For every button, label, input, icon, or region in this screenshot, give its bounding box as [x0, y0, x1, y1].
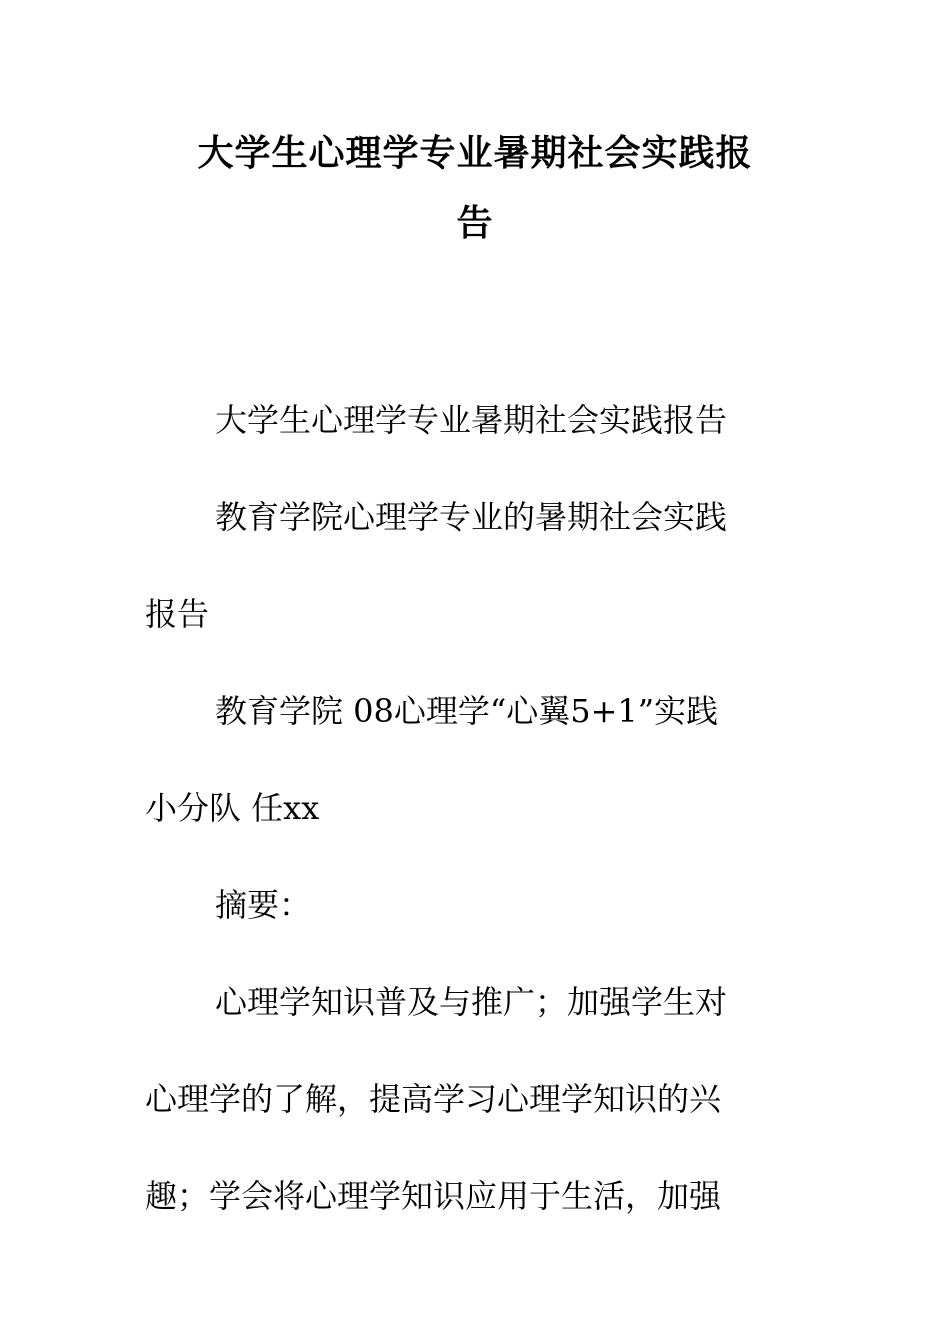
subtitle-line-1: 教育学院心理学专业的暑期社会实践	[215, 498, 728, 536]
paragraph-report-title: 大学生心理学专业暑期社会实践报告	[215, 401, 728, 439]
document-body	[145, 372, 805, 1245]
abstract-line-3: 趣；学会将心理学知识应用于生活，加强	[145, 1177, 722, 1215]
document-title	[140, 118, 810, 258]
author-line-2: 小分队 任xx	[145, 789, 320, 827]
document-title-line-2: 告	[456, 202, 494, 244]
paragraph-abstract-body	[145, 954, 805, 1245]
paragraph-subtitle	[145, 469, 805, 663]
subtitle-line-2: 报告	[145, 595, 210, 633]
abstract-line-1: 心理学知识普及与推广；加强学生对	[215, 983, 728, 1021]
document-title-line-1: 大学生心理学专业暑期社会实践报	[197, 132, 753, 174]
author-line-1: 教育学院 08心理学“心翼5+1”实践	[215, 692, 719, 730]
paragraph-author	[145, 663, 805, 857]
paragraph-abstract-heading: 摘要：	[215, 886, 312, 924]
abstract-line-2: 心理学的了解，提高学习心理学知识的兴	[145, 1080, 722, 1118]
